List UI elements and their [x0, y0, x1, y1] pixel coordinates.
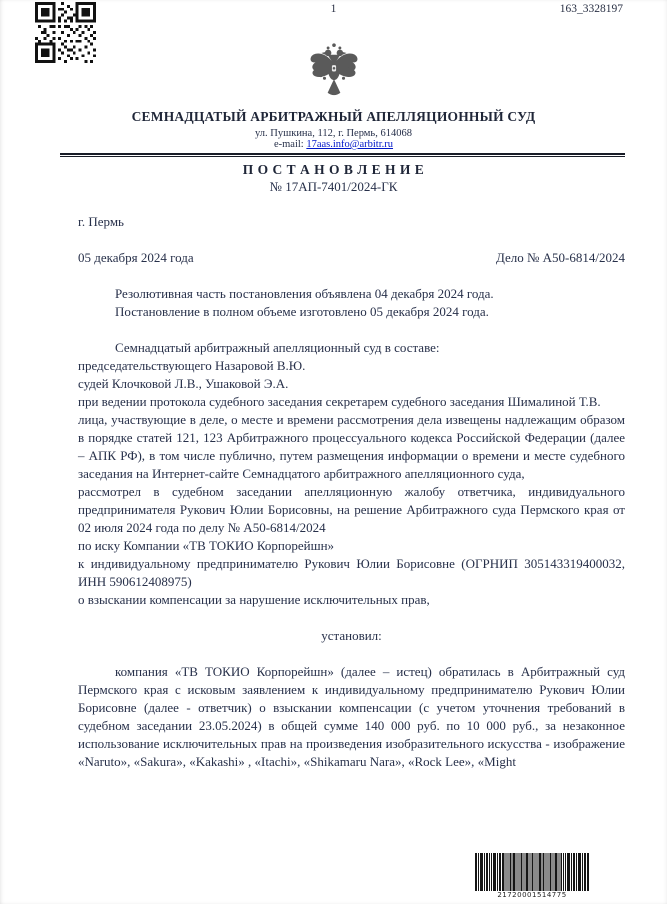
ruling-word: установил:	[321, 628, 382, 643]
defendant-line: к индивидуальному предпринимателю Рукович Юлии Борисовне (ОГРНИП 305143319400032, ИНН 590612408975)	[78, 556, 625, 589]
qr-code-icon	[35, 2, 96, 63]
city-line: г. Пермь	[78, 214, 124, 229]
court-composition-intro: Семнадцатый арбитражный апелляционный суд в составе:	[115, 340, 440, 355]
court-name: СЕМНАДЦАТЫЙ АРБИТРАЖНЫЙ АПЕЛЛЯЦИОННЫЙ СУД	[131, 109, 536, 124]
resolutive-full-text-line: Постановление в полном объеме изготовлено 05 декабря 2024 года.	[115, 304, 489, 319]
decision-date: 05 декабря 2024 года	[78, 250, 194, 265]
email-label: e-mail:	[273, 139, 307, 150]
document-type-title: П О С Т А Н О В Л Е Н И Е	[242, 162, 425, 177]
barcode-icon	[475, 853, 589, 891]
judges-line: судей Клочковой Л.В., Ушаковой Э.А.	[78, 376, 289, 391]
date-case-row	[78, 249, 625, 267]
main-findings-paragraph: компания «ТВ ТОКИО Корпорейшн» (далее – истец) обратилась в Арбитражный суд Пермского края с исковым заявлением к индивидуальному предпринимателю Рукович Юлии Борисовне (далее - ответчик) о взыскании компенсации (с учетом уточнения требований в судебном заседании 23.05.2024) в общей сумме 140 000 руб. по 10 000 руб., за незаконное использование исключительных прав на произведения изобразительного искусства - изображение «Naruto», «Sakura», «Kakashi» , «Itachi», «Shikamaru Nara», «Rock Lee», «Might	[78, 664, 625, 769]
document-id: 163_3328197	[559, 3, 623, 15]
court-address: ул. Пушкина, 112, г. Пермь, 614068	[255, 128, 412, 139]
barcode-block	[475, 853, 589, 899]
header-divider	[60, 153, 625, 157]
appeal-review-paragraph: рассмотрел в судебном заседании апелляционную жалобу ответчика, индивидуального предпринимателя Рукович Юлии Борисовны, на решение Арбитражного суда Пермского края от 02 июля 2024 года по делу № А50-6814/2024	[78, 484, 625, 535]
document-body	[78, 213, 625, 771]
secretary-line: при ведении протокола судебного заседания секретарем судебного заседания Шималиной Т.В.	[78, 394, 601, 409]
presiding-judge-line: председательствующего Назаровой В.Ю.	[78, 358, 306, 373]
notification-paragraph: лица, участвующие в деле, о месте и времени рассмотрения дела извещены надлежащим образом в порядке статей 121, 123 Арбитражного процессуального кодекса Российской Федерации (далее – АПК РФ), в том числе публично, путем размещения информации о времени и месте судебного заседания на Интернет-сайте Семнадцатого арбитражного апелляционного суда,	[78, 412, 625, 481]
resolutive-announced-line: Резолютивная часть постановления объявлена 04 декабря 2024 года.	[115, 286, 494, 301]
case-number: Дело № А50-6814/2024	[495, 250, 625, 265]
claim-subject-line: о взыскании компенсации за нарушение исключительных прав,	[78, 592, 430, 607]
court-email-line	[0, 139, 667, 150]
barcode-number: 21720001514775	[497, 891, 567, 899]
page-number: 1	[330, 3, 337, 15]
coat-of-arms-icon	[306, 42, 362, 100]
email-link[interactable]: 17aas.info@arbitr.ru	[306, 139, 394, 150]
plaintiff-line: по иску Компании «ТВ ТОКИО Корпорейшн»	[78, 538, 335, 553]
document-case-number: № 17АП-7401/2024-ГК	[269, 179, 398, 194]
